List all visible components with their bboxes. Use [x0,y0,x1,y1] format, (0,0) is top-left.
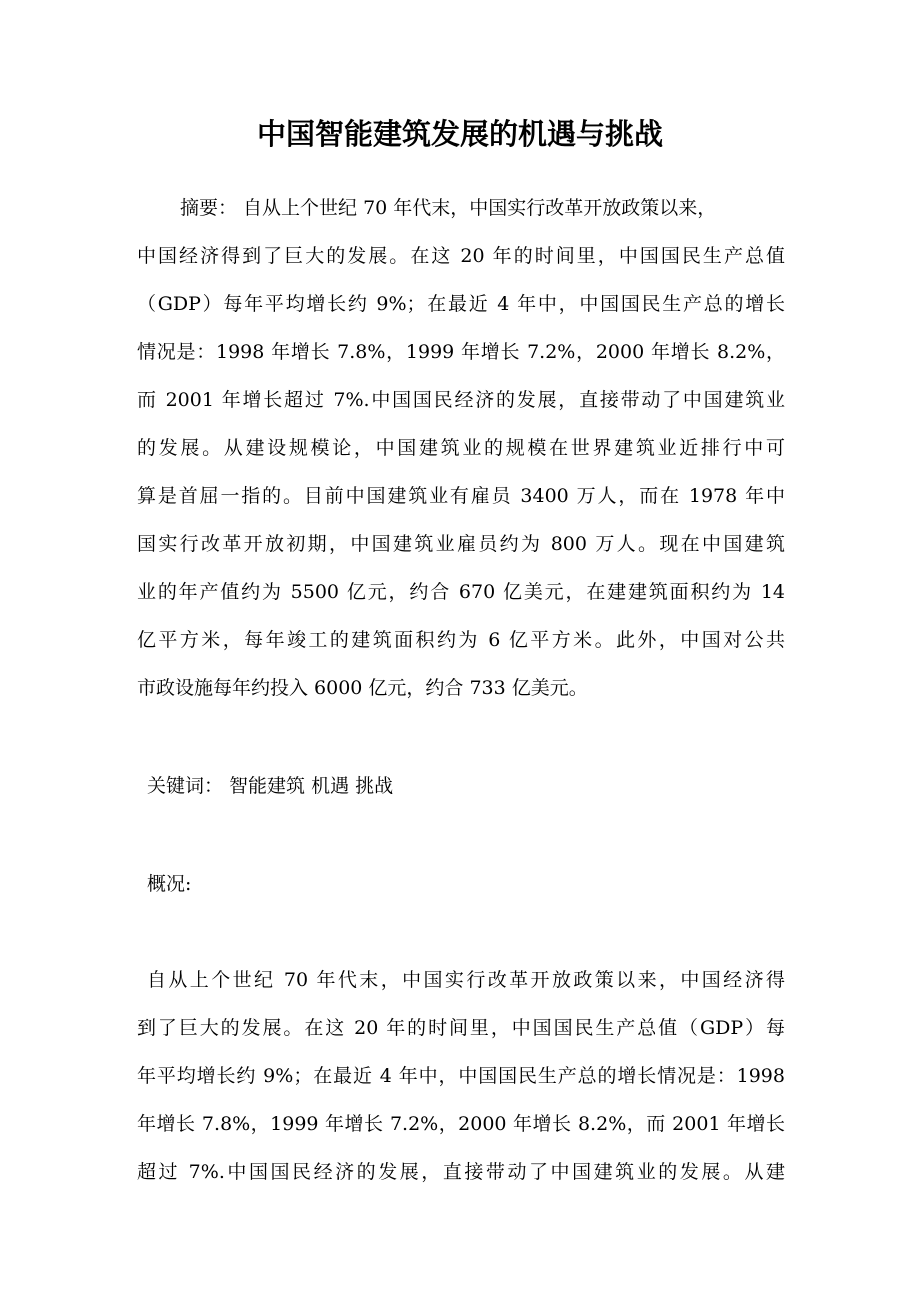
overview-line: 年增长 7.8%，1999 年增长 7.2%，2000 年增长 8.2%，而 2001 年增长 [137,1113,785,1135]
abstract-line: 亿平方米，每年竣工的建筑面积约为 6 亿平方米。此外，中国对公共 [137,629,785,651]
overview-line: 到了巨大的发展。在这 20 年的时间里，中国国民生产总值（GDP）每 [137,1017,785,1039]
keywords-line: 关键词： 智能建筑 机遇 挑战 [147,775,394,797]
overview-line: 超过 7%.中国国民经济的发展，直接带动了中国建筑业的发展。从建 [137,1161,785,1183]
abstract-line: （GDP）每年平均增长约 9%；在最近 4 年中，中国国民生产总的增长 [137,293,785,315]
abstract-line: 算是首屈一指的。目前中国建筑业有雇员 3400 万人，而在 1978 年中 [137,485,785,507]
abstract-line: 摘要： 自从上个世纪 70 年代末，中国实行改革开放政策以来， [180,197,717,219]
abstract-line: 国实行改革开放初期，中国建筑业雇员约为 800 万人。现在中国建筑 [137,533,785,555]
abstract-line: 情况是：1998 年增长 7.8%，1999 年增长 7.2%，2000 年增长 8.2%， [137,341,785,363]
abstract-line: 业的年产值约为 5500 亿元，约合 670 亿美元，在建建筑面积约为 14 [137,581,785,603]
document-title: 中国智能建筑发展的机遇与挑战 [256,117,663,151]
overview-line: 年平均增长约 9%；在最近 4 年中，中国国民生产总的增长情况是：1998 [137,1065,785,1087]
overview-heading: 概况: [147,873,192,895]
overview-line: 自从上个世纪 70 年代末，中国实行改革开放政策以来，中国经济得 [147,969,785,991]
abstract-line: 的发展。从建设规模论，中国建筑业的规模在世界建筑业近排行中可 [137,437,785,459]
abstract-line: 市政设施每年约投入 6000 亿元，约合 733 亿美元。 [137,677,588,699]
abstract-line: 而 2001 年增长超过 7%.中国国民经济的发展，直接带动了中国建筑业 [137,389,785,411]
abstract-line: 中国经济得到了巨大的发展。在这 20 年的时间里，中国国民生产总值 [137,245,785,267]
